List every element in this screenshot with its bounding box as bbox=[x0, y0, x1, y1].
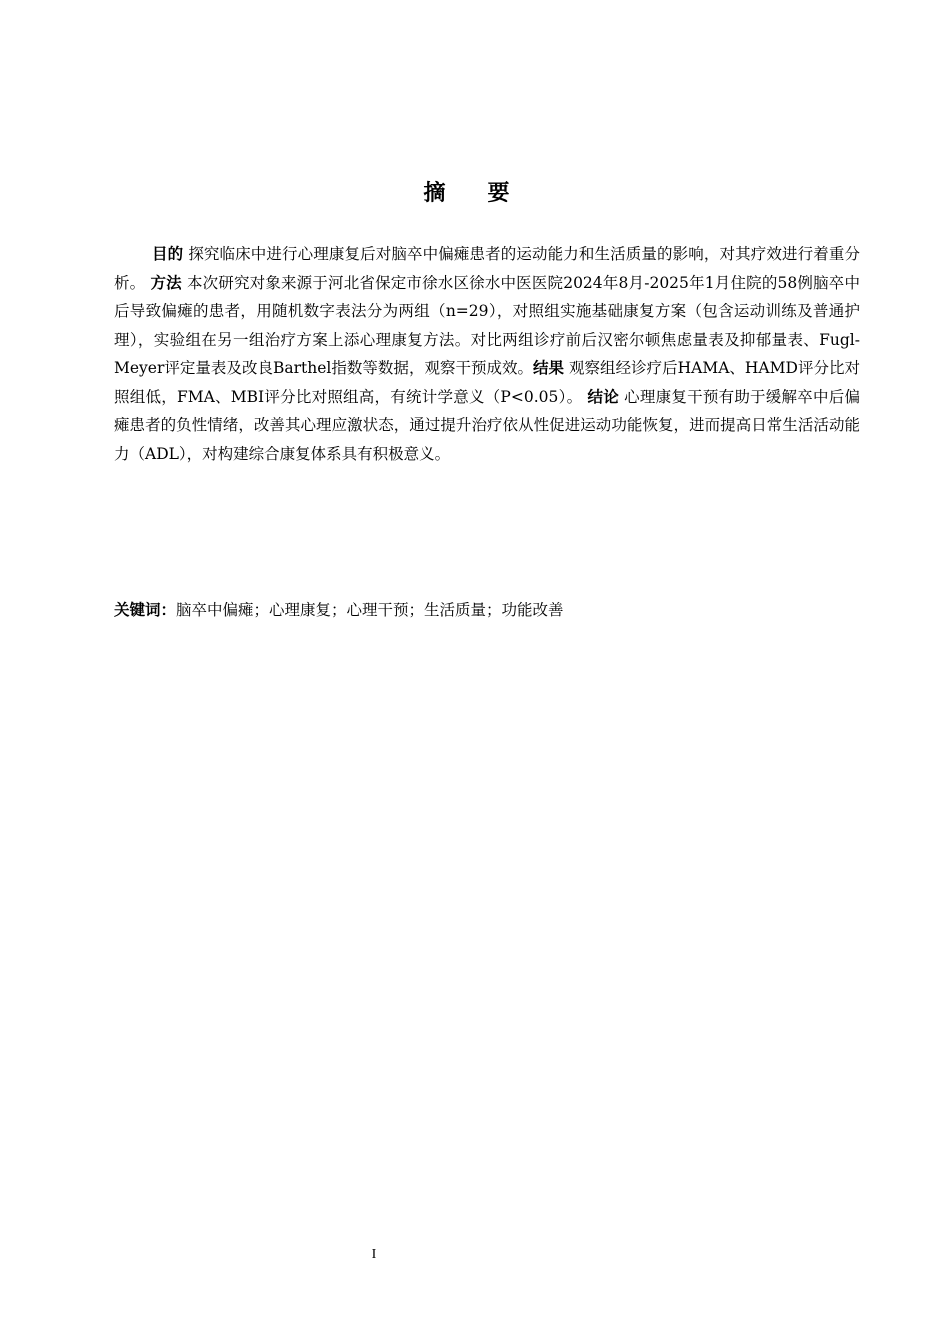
results-text: 观察组经诊疗后HAMA、HAMD评分比对照组低，FMA、MBI评分比对照组高，有统计学意义（P<0.05）。 bbox=[114, 359, 860, 406]
results-label: 结果 bbox=[533, 359, 565, 377]
page-number: I bbox=[371, 1247, 377, 1262]
conclusion-text: 心理康复干预有助于缓解卒中后偏瘫患者的负性情绪，改善其心理应激状态，通过提升治疗依从性促进运动功能恢复，进而提高日常生活活动能力（ADL），对构建综合康复体系具有积极意义。 bbox=[114, 387, 860, 463]
keywords-text: 脑卒中偏瘫；心理康复；心理干预；生活质量；功能改善 bbox=[176, 601, 564, 619]
methods-text: 本次研究对象来源于河北省保定市徐水区徐水中医医院2024年8月-2025年1月住院的58例脑卒中后导致偏瘫的患者，用随机数字表法分为两组（n=29），对照组实施基础康复方案（包含运动训练及普通护理），实验组在另一组治疗方案上添心理康复方法。对比两组诊疗前后汉密尔顿焦虑量表及抑郁量表、Fugl-Meyer评定量表及改良Barthel指数等数据，观察干预成效。 bbox=[114, 273, 860, 377]
keywords-line bbox=[114, 596, 860, 624]
keywords-label: 关键词： bbox=[114, 601, 177, 619]
methods-label: 方法 bbox=[150, 273, 182, 292]
objective-text: 探究临床中进行心理康复后对脑卒中偏瘫患者的运动能力和生活质量的影响，对其疗效进行着重分析。 bbox=[114, 245, 860, 292]
page-title: 摘要 bbox=[423, 181, 552, 206]
objective-label: 目的 bbox=[152, 245, 184, 263]
conclusion-label: 结论 bbox=[587, 387, 619, 406]
abstract-paragraph bbox=[114, 240, 860, 468]
